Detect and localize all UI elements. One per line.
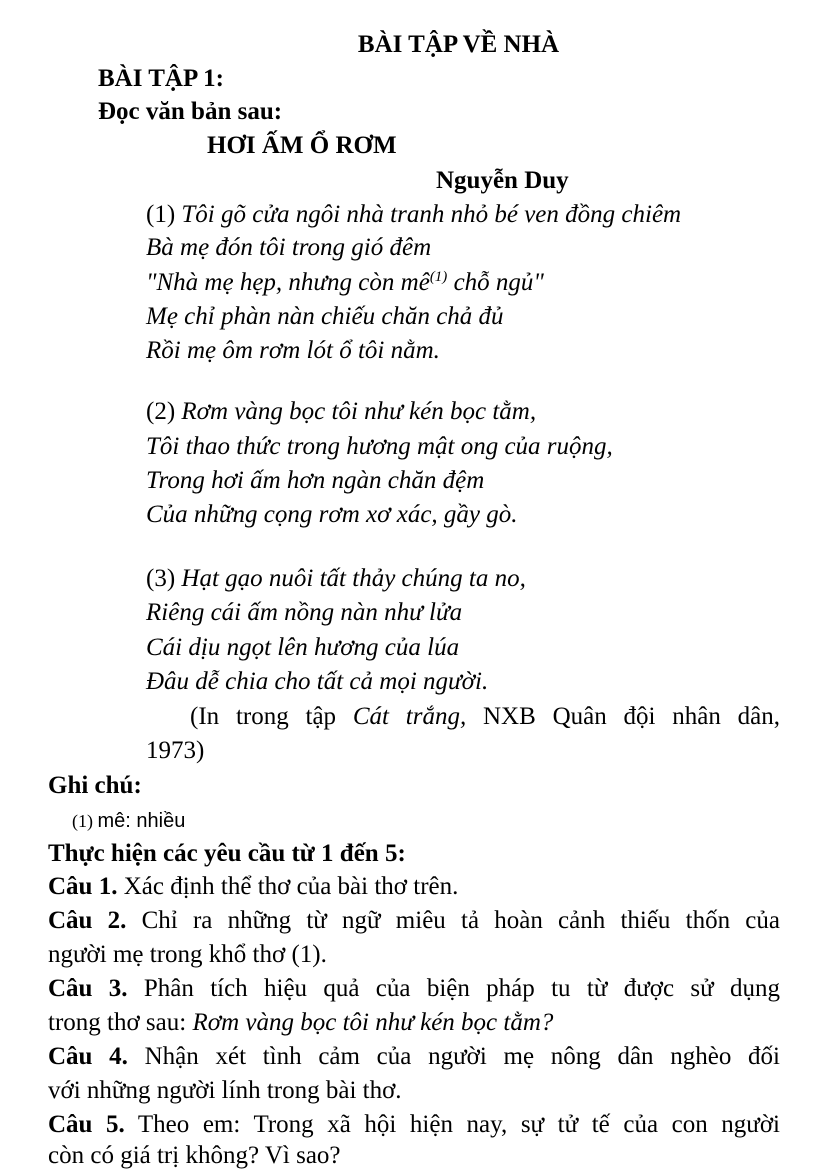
stanza-2-line-2: Tôi thao thức trong hương mật ong của ruộng, [146,433,613,460]
stanza-1-line-3 [146,268,544,298]
question-1-text: Xác định thể thơ của bài thơ trên. [117,873,459,900]
stanza-3-line-1-text: Hạt gạo nuôi tất thảy chúng ta no, [181,565,526,592]
notes-heading: Ghi chú: [48,772,142,799]
question-4-line-1 [48,1042,780,1072]
source-citation [190,702,780,732]
question-3-line-1 [48,974,780,1004]
question-4-text-1: Nhận xét tình cảm của người mẹ nông dân nghèo đối [127,1043,780,1070]
note-1-text: mê: nhiều [97,810,186,832]
source-prefix: (In trong tập [190,703,353,730]
note-1-number: (1) [72,811,98,831]
stanza-2-line-3: Trong hơi ấm hơn ngàn chăn đệm [146,467,485,494]
question-3-text-1: Phân tích hiệu quả của biện pháp tu từ được sử dụng [127,975,780,1002]
stanza-1-line-3-after: chỗ ngủ" [447,269,544,296]
stanza-3-line-1 [146,564,526,594]
question-2-line-1 [48,906,780,936]
tasks-heading: Thực hiện các yêu cầu từ 1 đến 5: [48,840,406,867]
question-3-line-2 [48,1008,553,1038]
source-book: Cát trắng, [352,703,467,730]
question-2-text-1: Chỉ ra những từ ngữ miêu tả hoàn cảnh thiếu thốn của [126,907,780,934]
reading-instruction: Đọc văn bản sau: [98,98,283,125]
question-5-text-1: Theo em: Trong xã hội hiện nay, sự tử tế của con người [124,1111,780,1138]
question-4-line-2: với những người lính trong bài thơ. [48,1077,402,1104]
question-5-line-1 [48,1110,780,1140]
stanza-1-line-4: Mẹ chỉ phàn nàn chiếu chăn chả đủ [146,303,504,330]
stanza-1-line-5: Rồi mẹ ôm rơm lót ổ tôi nằm. [146,337,440,364]
question-5-line-2: còn có giá trị không? Vì sao? [48,1142,341,1169]
question-3-quote: Rơm vàng bọc tôi như kén bọc tằm? [192,1009,554,1036]
stanza-1-line-3-before: "Nhà mẹ hẹp, nhưng còn mê [146,269,430,296]
question-4-label: Câu 4. [48,1043,128,1070]
stanza-2-line-1 [146,397,536,427]
poem-author: Nguyễn Duy [436,167,569,194]
question-1-label: Câu 1. [48,873,118,900]
question-5-label: Câu 5. [48,1111,125,1138]
question-1 [48,872,458,902]
stanza-1-line-1 [146,200,681,230]
question-3-text-2: trong thơ sau: [48,1009,193,1036]
stanza-1-number: (1) [146,201,182,228]
question-2-label: Câu 2. [48,907,127,934]
stanza-3-line-2: Riêng cái ấm nồng nàn như lửa [146,599,463,626]
question-2-line-2: người mẹ trong khổ thơ (1). [48,941,327,968]
source-year: 1973) [146,737,205,764]
stanza-1-line-1-text: Tôi gõ cửa ngôi nhà tranh nhỏ bé ven đồng chiêm [181,201,682,228]
stanza-1-line-2: Bà mẹ đón tôi trong gió đêm [146,234,432,261]
footnote-marker: (1) [429,269,448,285]
document-title: BÀI TẬP VỀ NHÀ [357,31,560,58]
stanza-2-number: (2) [146,398,182,425]
note-1 [72,806,185,836]
stanza-2-line-1-text: Rơm vàng bọc tôi như kén bọc tằm, [181,398,537,425]
poem-title: HƠI ẤM Ổ RƠM [207,132,397,159]
stanza-3-line-3: Cái dịu ngọt lên hương của lúa [146,634,460,661]
source-suffix: NXB Quân đội nhân dân, [466,703,781,730]
stanza-3-line-4: Đâu dễ chia cho tất cả mọi người. [146,668,489,695]
stanza-3-number: (3) [146,565,182,592]
question-3-label: Câu 3. [48,975,128,1002]
exercise-heading: BÀI TẬP 1: [98,65,224,92]
stanza-2-line-4: Của những cọng rơm xơ xác, gầy gò. [146,501,518,528]
